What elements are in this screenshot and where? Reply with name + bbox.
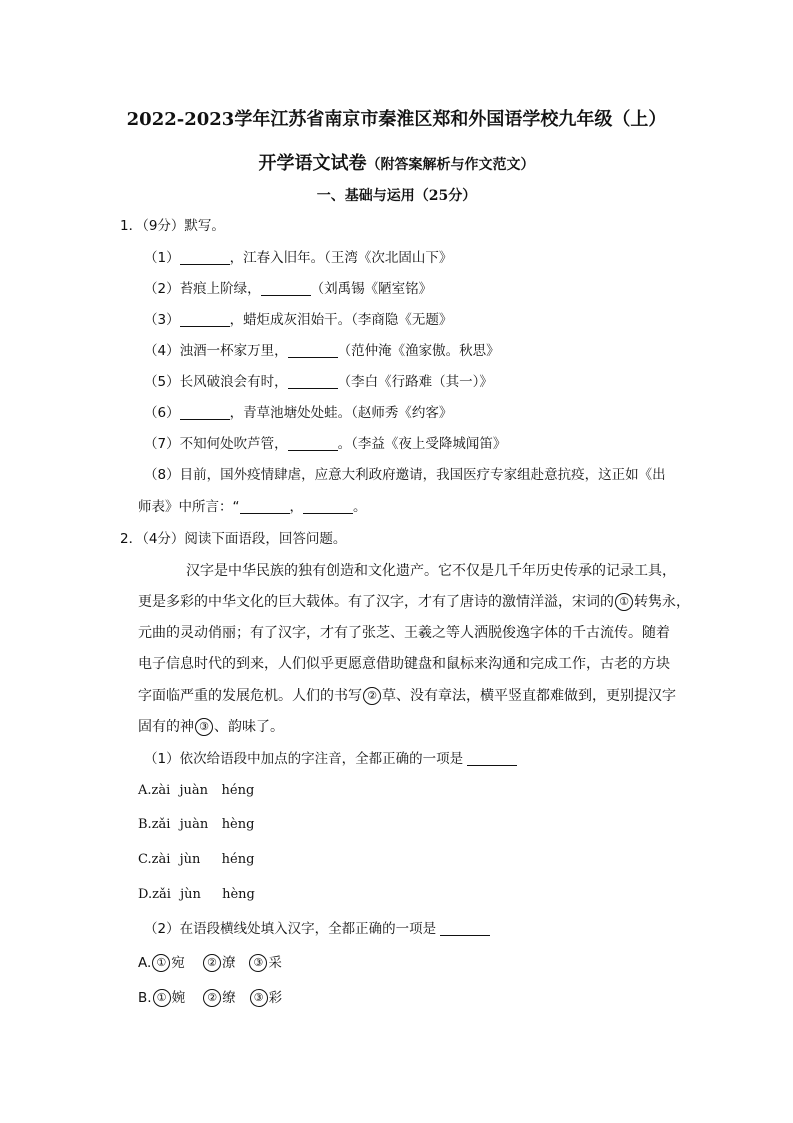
answer-blank [180,405,230,420]
answer-blank [180,250,230,265]
q2-sub-2: （2）在语段横线处填入汉字，全都正确的一项是 [144,919,490,939]
doc-title-line1: 2022-2023学年江苏省南京市秦淮区郑和外国语学校九年级（上） [126,109,667,130]
passage-line-3: 元曲的灵动俏丽；有了汉字，才有了张芝、王羲之等人洒脱俊逸字体的千古流传。随着 [138,625,670,641]
blank-marker-1: ① [615,593,633,611]
q1-item-3: （3） ，蜡炬成灰泪始干。（李商隐《无题》 [144,312,453,328]
question-2-heading: 2．（4分）阅读下面语段，回答问题。 [120,531,347,547]
option-a-chars: A. ① 宛 ② 潦 ③ 采 [138,955,282,971]
question-1-heading: 1．（9分）默写。 [120,218,225,234]
answer-blank [261,281,311,296]
blank-marker-3: ③ [195,718,213,736]
passage-line-2: 更是多彩的中华文化的巨大载体。有了汉字，才有了唐诗的激情洋溢，宋词的 ① 转隽永， [138,594,690,610]
doc-title-line2 [0,149,793,175]
answer-blank [180,312,230,327]
q1-item-2: （2）苔痕上阶绿， （刘禹锡《陋室铭》 [144,281,433,297]
q1-item-7: （7）不知何处吹芦管， 。（李益《夜上受降城闻笛》 [144,436,507,452]
blank-marker-2: ② [363,687,381,705]
q1-item-4: （4）浊酒一杯家万里， （范仲淹《渔家傲。秋思》 [144,343,500,359]
passage-line-6: 固有的神 ③ 、韵味了。 [138,719,284,735]
answer-blank [288,374,338,389]
q1-item-8-line2: 师表》中所言：“ ， 。 [138,499,367,515]
q1-item-1: （1） ，江春入旧年。（王湾《次北固山下》 [144,250,453,266]
passage-line-4: 电子信息时代的到来，人们似乎更愿意借助键盘和鼠标来沟通和完成工作，古老的方块 [138,656,670,672]
q1-item-6: （6） ，青草池塘处处蛙。（赵师秀《约客》 [144,405,453,421]
q2-sub-1: （1）依次给语段中加点的字注音，全都正确的一项是 [144,749,517,769]
option-d-pinyin: D.zǎi jùn hèng [138,887,255,902]
answer-blank [303,499,353,514]
option-b-chars: B. ① 婉 ② 缭 ③ 彩 [138,990,283,1006]
passage-line-5: 字面临严重的发展危机。人们的书写 ② 草、没有章法，横平竖直都难做到，更别提汉字 [138,688,676,704]
passage-line-1: 汉字是中华民族的独有创造和文化遗产。它不仅是几千年历史传承的记录工具， [186,563,676,579]
option-b-pinyin: B.zǎi juàn hèng [138,817,255,832]
option-a-pinyin: A.zài juàn héng [138,783,255,798]
doc-title-main: 开学语文试卷 [258,153,367,174]
answer-blank [440,921,490,936]
doc-title-sub: （附答案解析与作文范文） [366,157,535,173]
q1-item-8-line1: （8）目前，国外疫情肆虐，应意大利政府邀请，我国医疗专家组赴意抗疫，这正如《出 [144,467,666,483]
q1-item-5: （5）长风破浪会有时， （李白《行路难（其一）》 [144,374,493,390]
answer-blank [467,751,517,766]
answer-blank [288,436,338,451]
answer-blank [288,343,338,358]
section-heading: 一、基础与运用（25分） [316,188,477,204]
answer-blank [240,499,290,514]
option-c-pinyin: C.zài jùn héng [138,852,255,867]
